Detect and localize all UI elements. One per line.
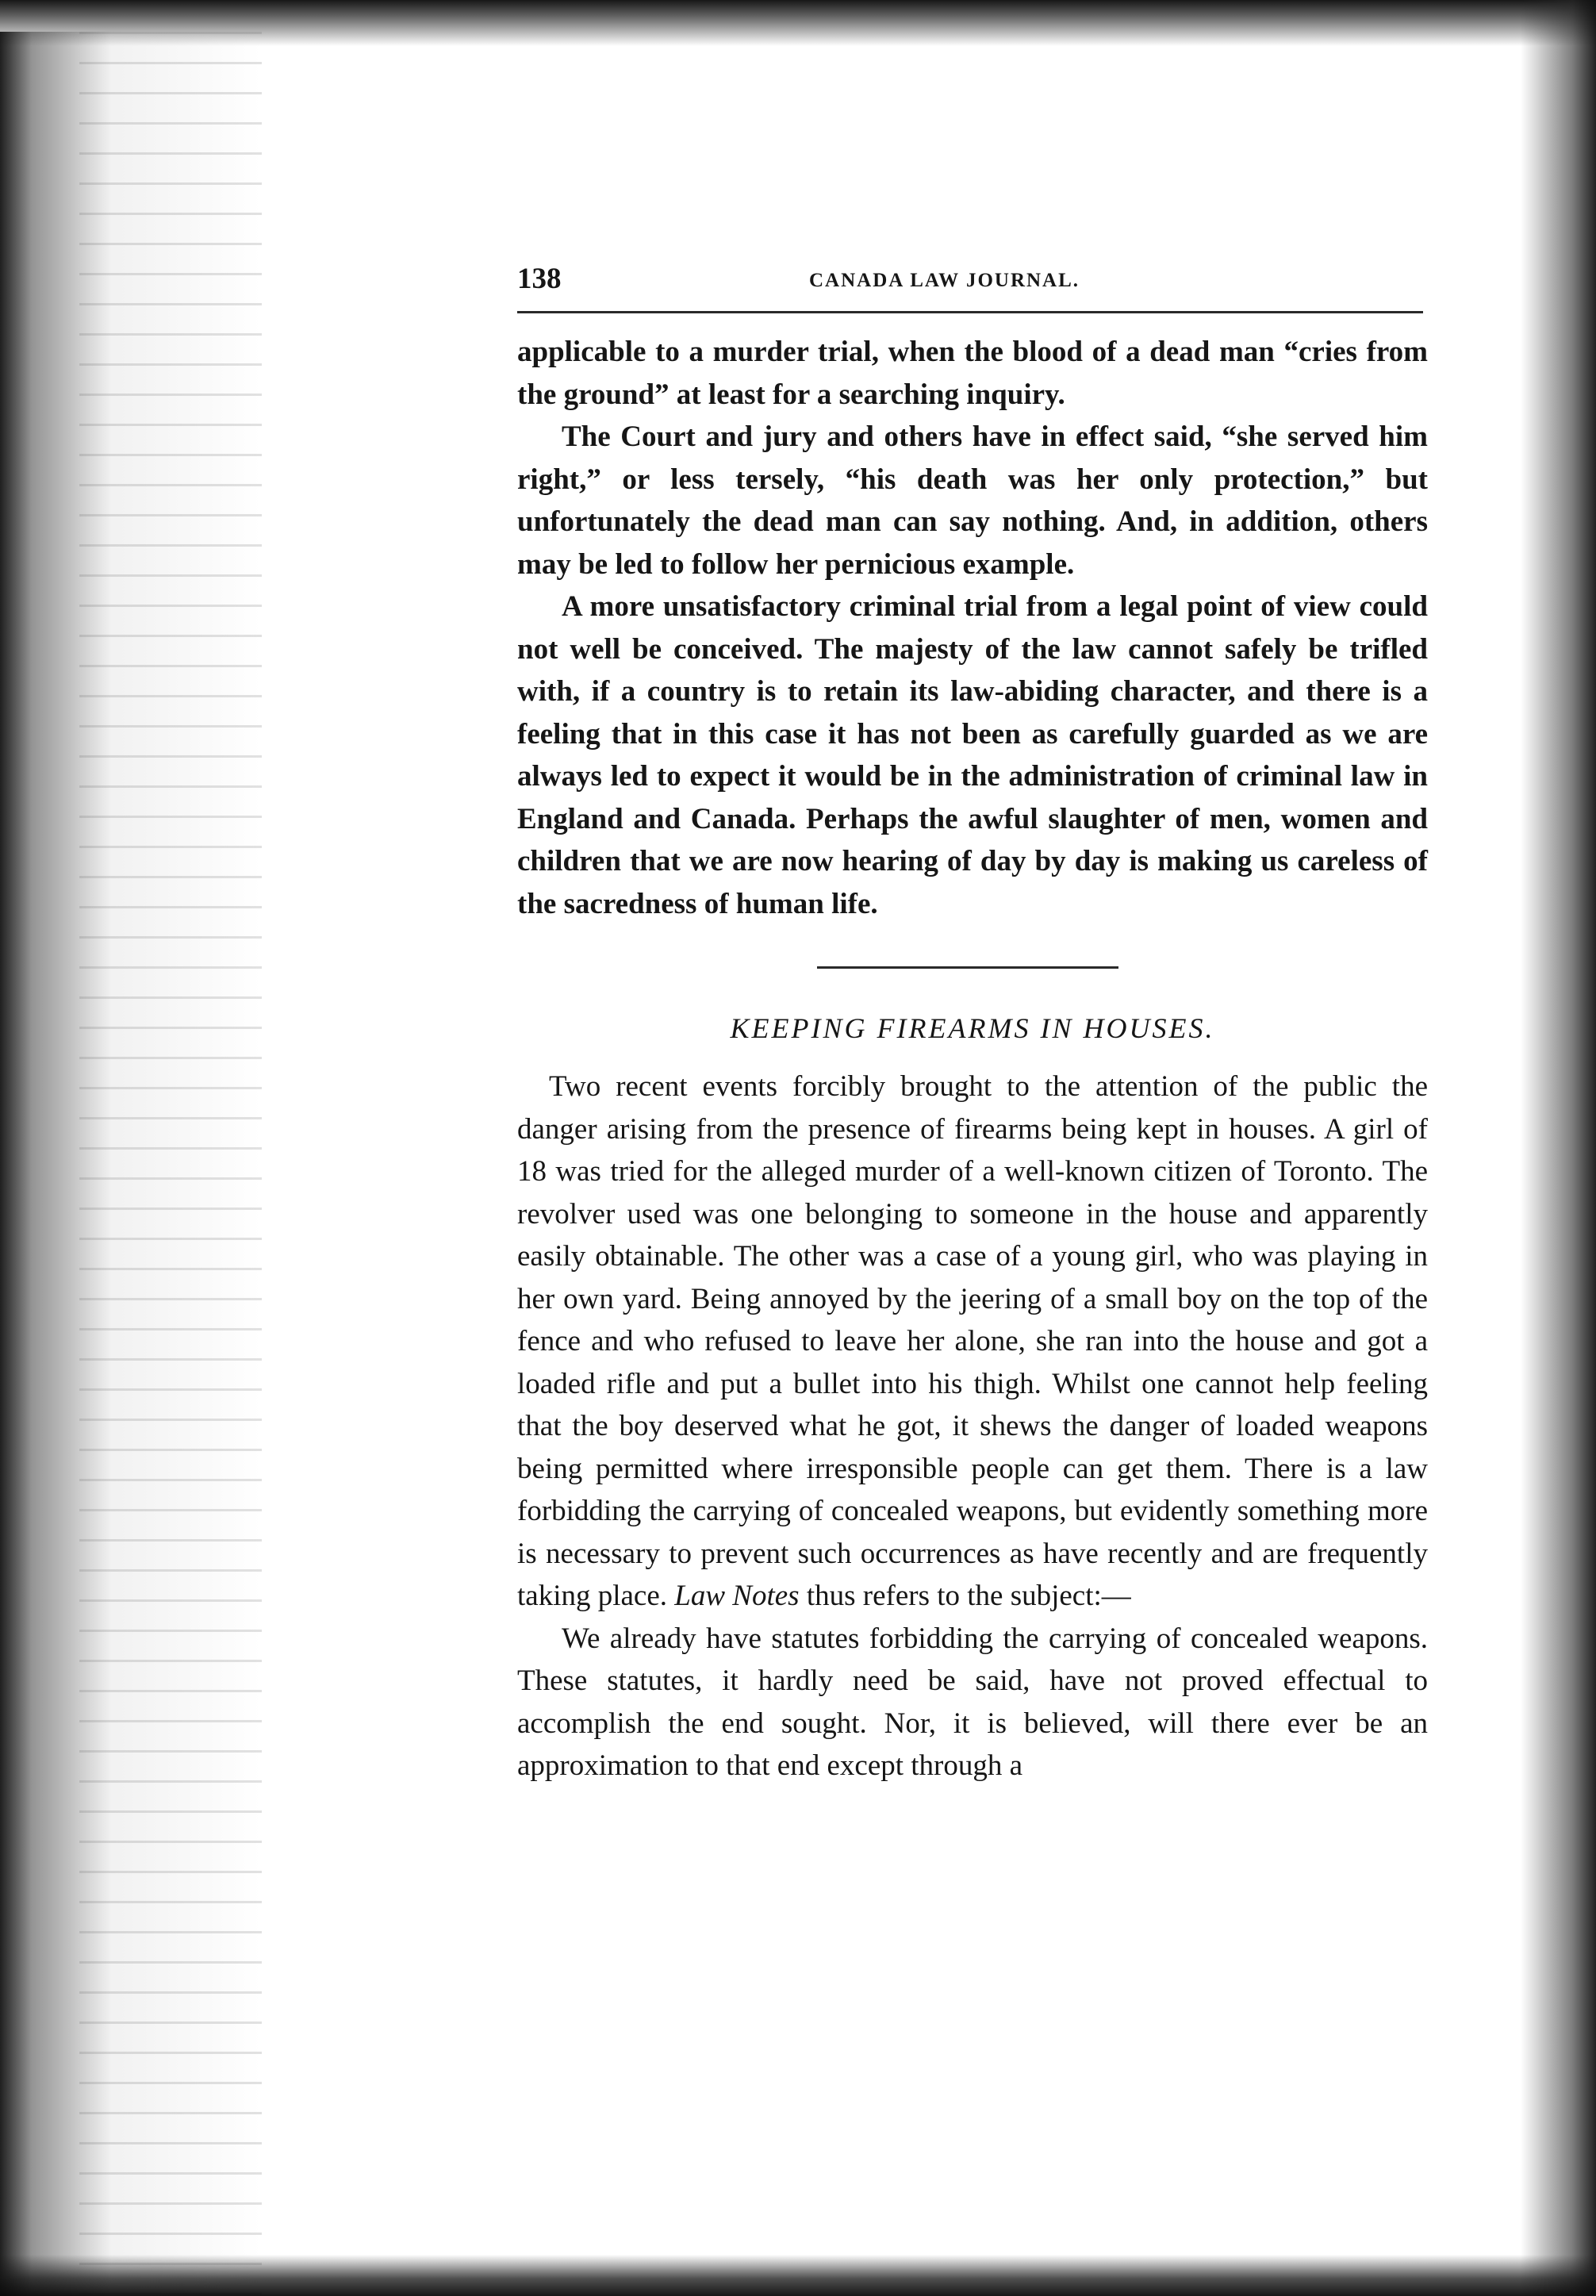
firearms-article — [517, 1065, 1428, 1787]
scan-bottom-edge — [0, 2255, 1596, 2296]
running-head — [517, 262, 1428, 297]
continued-paragraph: applicable to a murder trial, when the blood of a dead man “cries from the ground” at least for a searching inquiry. — [517, 336, 1428, 411]
scan-right-edge — [1521, 0, 1596, 2296]
page-content — [517, 262, 1428, 1787]
journal-title: CANADA LAW JOURNAL. — [809, 270, 1080, 291]
paragraph-text: thus refers to the subject:— — [799, 1580, 1131, 1612]
header-rule — [517, 311, 1423, 313]
section-divider — [817, 966, 1118, 969]
cited-source: Law Notes — [674, 1580, 800, 1612]
article-paragraph — [517, 1065, 1428, 1618]
continued-paragraph: A more unsatisfactory criminal trial from a legal point of view could not well be conceived. The majesty of the law cannot safely be trifled with, if a country is to retain its law-abiding character, and there is a feeling that in this case it has not been as carefully guarded as we are always led to expect it would be in the administration of criminal law in England and Canada. Perhaps the awful slaughter of men, women and children that we are now hearing of day by day is making us careless of the sacredness of human life. — [517, 590, 1428, 920]
article-paragraph: We already have statutes forbidding the carrying of concealed weapons. These statutes, it hardly need be said, have not proved effectual to accomplish the end sought. Nor, it is believed, will there ever be an approximation to that end except through a — [517, 1622, 1428, 1782]
continued-article — [517, 331, 1428, 925]
paragraph-text: Two recent events forcibly brought to the attention of the public the danger arising from the presence of firearms being kept in houses. A girl of 18 was tried for the alleged murder of a well-known citizen of Toronto. The revolver used was one belonging to someone in the house and apparently easily obtainable. The other was a case of a young girl, who was playing in her own yard. Being annoyed by the jeering of a small boy on the top of the fence and who refused to leave her alone, she ran into the house and got a loaded rifle and put a bullet into his thigh. Whilst one cannot help feeling that the boy deserved what he got, it shews the danger of loaded weapons being permitted where irresponsible people can get them. There is a law forbidding the carrying of concealed weapons, but evidently something more is necessary to prevent such occurrences as have recently and are frequently taking place. — [517, 1070, 1428, 1612]
section-heading: KEEPING FIREARMS IN HOUSES. — [730, 1012, 1215, 1044]
continued-paragraph: The Court and jury and others have in effect said, “she served him right,” or less tersely, “his death was her only protection,” but unfortunately the dead man can say nothing. And, in addition, others may be led to follow her pernicious example. — [517, 420, 1428, 581]
page-number: 138 — [517, 263, 562, 295]
scan-binding-edge — [0, 32, 262, 2296]
